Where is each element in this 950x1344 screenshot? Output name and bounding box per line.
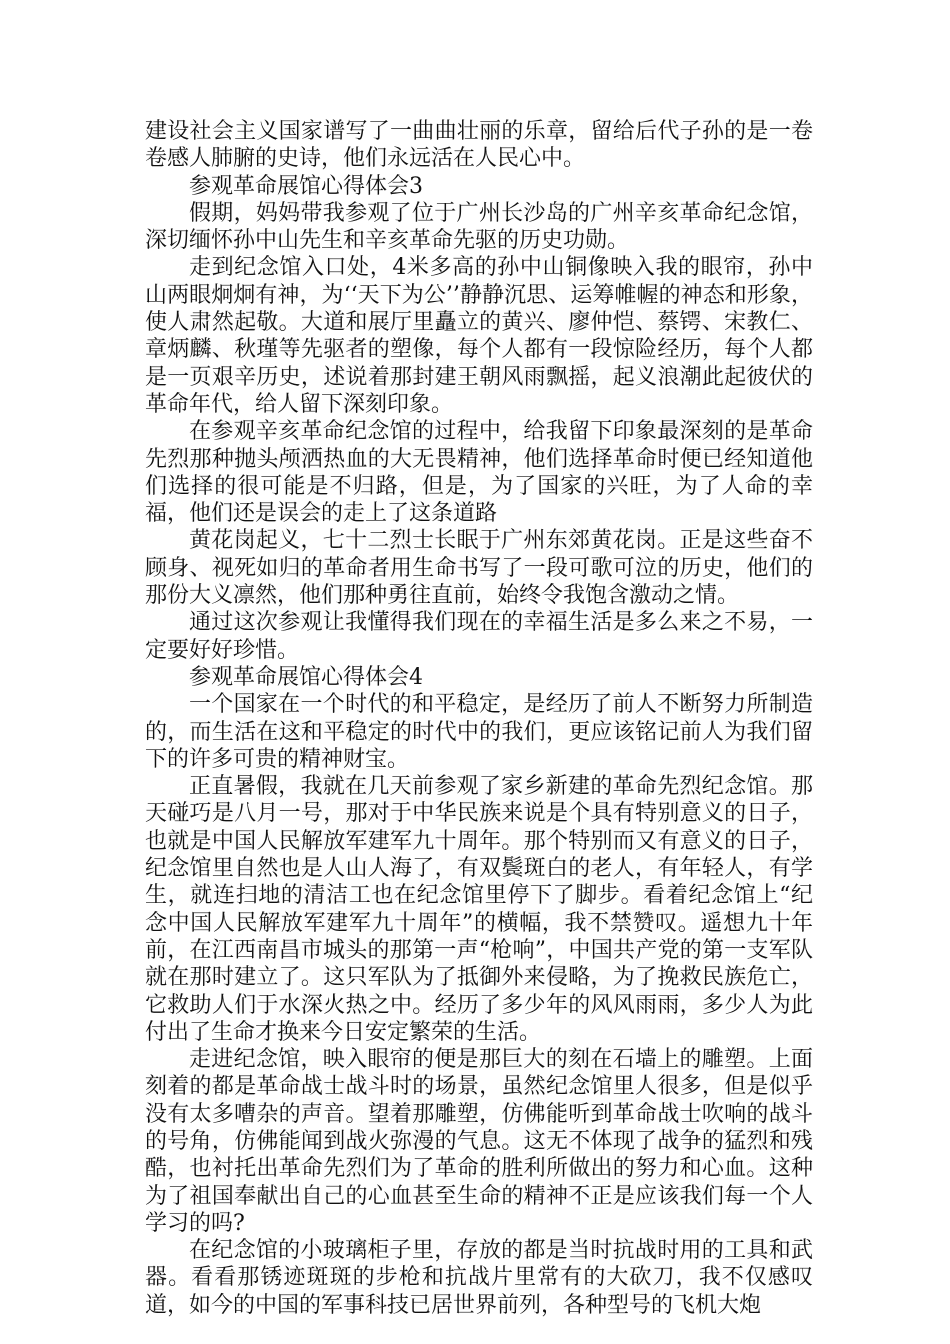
paragraph: 黄花岗起义，七十二烈士长眠于广州东郊黄花岗。正是这些奋不顾身、视死如归的革命者用生命书写了一段可歌可泣的历史，他们的那份大义凛然，他们那种勇往直前，始终令我饱含激动之情。 (145, 528, 813, 609)
section-heading-3: 参观革命展馆心得体会3 (189, 173, 423, 199)
paragraph: 在参观辛亥革命纪念馆的过程中，给我留下印象最深刻的是革命先烈那种抛头颅洒热血的大无畏精神，他们选择革命时便已经知道他们选择的很可能是不归路，但是，为了国家的兴旺，为了人命的幸福，他们还是误会的走上了这条道路 (145, 419, 813, 527)
paragraph: 通过这次参观让我懂得我们现在的幸福生活是多么来之不易，一定要好好珍惜。 (145, 610, 813, 663)
document-page (145, 118, 813, 1319)
paragraph: 一个国家在一个时代的和平稳定，是经历了前人不断努力所制造的，而生活在这和平稳定的时代中的我们，更应该铭记前人为我们留下的许多可贵的精神财宝。 (145, 692, 813, 772)
paragraph-continuation: 建设社会主义国家谱写了一曲曲壮丽的乐章，留给后代子孙的是一卷卷感人肺腑的史诗，他们永远活在人民心中。 (145, 119, 813, 172)
paragraph: 走到纪念馆入口处，4米多高的孙中山铜像映入我的眼帘，孙中山两眼炯炯有神，为‘‘天下为公’’静静沉思、运筹帷幄的神态和形象，使人肃然起敬。大道和展厅里矗立的黄兴、廖仲恺、蔡锷、宋教仁、章炳麟、秋瑾等先驱者的塑像，每个人都有一段惊险经历，每个人都是一页艰辛历史，述说着那封建王朝风雨飘摇，起义浪潮此起彼伏的革命年代，给人留下深刻印象。 (145, 255, 813, 417)
paragraph: 正直暑假，我就在几天前参观了家乡新建的革命先烈纪念馆。那天碰巧是八月一号，那对于中华民族来说是个具有特别意义的日子，也就是中国人民解放军建军九十周年。那个特别而又有意义的日子，纪念馆里自然也是人山人海了，有双鬓斑白的老人，有年轻人，有学生，就连扫地的清洁工也在纪念馆里停下了脚步。看着纪念馆上“纪念中国人民解放军建军九十周年”的横幅，我不禁赞叹。遥想九十年前，在江西南昌市城头的那第一声“枪响”，中国共产党的第一支军队就在那时建立了。这只军队为了抵御外来侵略，为了挽救民族危亡，它救助人们于水深火热之中。经历了多少年的风风雨雨，多少人为此付出了生命才换来今日安定繁荣的生活。 (145, 774, 813, 1045)
paragraph: 在纪念馆的小玻璃柜子里，存放的都是当时抗战时用的工具和武器。看看那锈迹斑斑的步枪和抗战片里常有的大砍刀，我不仅感叹道，如今的中国的军事科技已居世界前列，各种型号的飞机大炮 (145, 1238, 813, 1318)
paragraph: 走进纪念馆，映入眼帘的便是那巨大的刻在石墙上的雕塑。上面刻着的都是革命战士战斗时的场景，虽然纪念馆里人很多，但是似乎没有太多嘈杂的声音。望着那雕塑，仿佛能听到革命战士吹响的战斗的号角，仿佛能闻到战火弥漫的气息。这无不体现了战争的猛烈和残酷，也衬托出革命先烈们为了革命的胜利所做出的努力和心血。这种为了祖国奉献出自己的心血甚至生命的精神不正是应该我们每一个人学习的吗? (145, 1047, 813, 1236)
paragraph: 假期，妈妈带我参观了位于广州长沙岛的广州辛亥革命纪念馆，深切缅怀孙中山先生和辛亥革命先驱的历史功勋。 (145, 200, 813, 254)
section-heading-4: 参观革命展馆心得体会4 (189, 664, 423, 690)
